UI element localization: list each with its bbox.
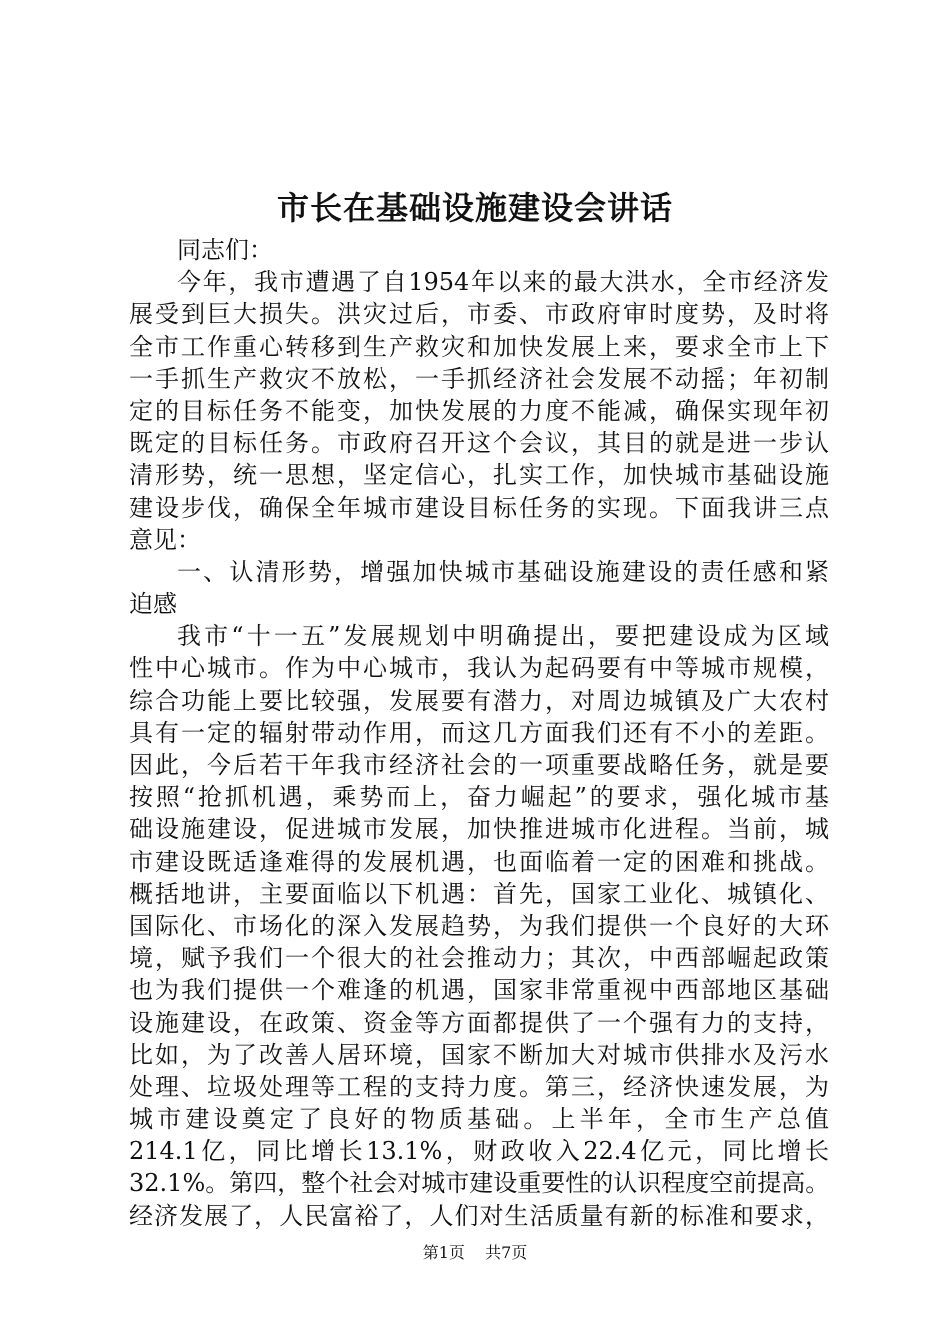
paragraph-line: 我市“十一五”发展规划中明确提出，要把建设成为区域 bbox=[177, 622, 829, 651]
paragraph-line: 经济发展了，人民富裕了，人们对生活质量有新的标准和要求， bbox=[129, 1201, 829, 1230]
paragraph-line: 具有一定的辐射带动作用，而这几方面我们还有不小的差距。 bbox=[129, 718, 829, 747]
paragraph-line: 214.1亿，同比增长13.1%，财政收入22.4亿元，同比增长 bbox=[129, 1137, 829, 1166]
paragraph-line: 市建设既适逢难得的发展机遇，也面临着一定的困难和挑战。 bbox=[129, 847, 829, 876]
paragraph-line: 今年，我市遭遇了自1954年以来的最大洪水，全市经济发 bbox=[177, 268, 829, 297]
document-body bbox=[129, 234, 829, 1232]
paragraph-line: 综合功能上要比较强，发展要有潜力，对周边城镇及广大农村 bbox=[129, 686, 829, 715]
paragraph-line: 32.1%。第四，整个社会对城市建设重要性的认识程度空前提高。 bbox=[129, 1169, 830, 1198]
paragraph-line: 处理、垃圾处理等工程的支持力度。第三，经济快速发展，为 bbox=[129, 1072, 829, 1101]
salutation-line: 同志们： bbox=[177, 236, 273, 264]
paragraph-line: 也为我们提供一个难逢的机遇，国家非常重视中西部地区基础 bbox=[129, 976, 829, 1005]
section-heading-line: 迫感 bbox=[129, 590, 177, 619]
paragraph-line: 意见： bbox=[129, 525, 201, 554]
paragraph-line: 设施建设，在政策、资金等方面都提供了一个强有力的支持， bbox=[129, 1008, 829, 1037]
paragraph-line: 性中心城市。作为中心城市，我认为起码要有中等城市规模， bbox=[129, 654, 829, 683]
paragraph-line: 既定的目标任务。市政府召开这个会议，其目的就是进一步认 bbox=[129, 429, 829, 458]
paragraph-line: 清形势，统一思想，坚定信心，扎实工作，加快城市基础设施 bbox=[129, 461, 829, 490]
paragraph-line: 定的目标任务不能变，加快发展的力度不能减，确保实现年初 bbox=[129, 396, 829, 425]
paragraph-line: 概括地讲，主要面临以下机遇：首先，国家工业化、城镇化、 bbox=[129, 879, 829, 908]
paragraph-line: 一手抓生产救灾不放松，一手抓经济社会发展不动摇；年初制 bbox=[129, 364, 829, 393]
page-footer bbox=[0, 1242, 950, 1264]
section-heading-line: 一、认清形势，增强加快城市基础设施建设的责任感和紧 bbox=[177, 557, 829, 586]
paragraph-line: 城市建设奠定了良好的物质基础。上半年，全市生产总值 bbox=[129, 1105, 829, 1134]
paragraph-line: 比如，为了改善人居环境，国家不断加大对城市供排水及污水 bbox=[129, 1040, 829, 1069]
paragraph-line: 按照“抢抓机遇，乘势而上，奋力崛起”的要求，强化城市基 bbox=[129, 783, 829, 812]
paragraph-line: 展受到巨大损失。洪灾过后，市委、市政府审时度势，及时将 bbox=[129, 300, 829, 329]
paragraph-line: 全市工作重心转移到生产救灾和加快发展上来，要求全市上下 bbox=[129, 332, 829, 361]
paragraph-line: 因此，今后若干年我市经济社会的一项重要战略任务，就是要 bbox=[129, 751, 829, 779]
document-title: 市长在基础设施建设会讲话 bbox=[276, 189, 673, 227]
paragraph-line: 础设施建设，促进城市发展，加快推进城市化进程。当前，城 bbox=[129, 815, 829, 844]
page-total: 共7页 bbox=[485, 1243, 528, 1262]
paragraph-line: 建设步伐，确保全年城市建设目标任务的实现。下面我讲三点 bbox=[129, 493, 829, 522]
page-number: 第1页 bbox=[422, 1243, 465, 1262]
paragraph-line: 国际化、市场化的深入发展趋势，为我们提供一个良好的大环 bbox=[129, 911, 829, 940]
paragraph-line: 境，赋予我们一个很大的社会推动力；其次，中西部崛起政策 bbox=[129, 944, 829, 973]
